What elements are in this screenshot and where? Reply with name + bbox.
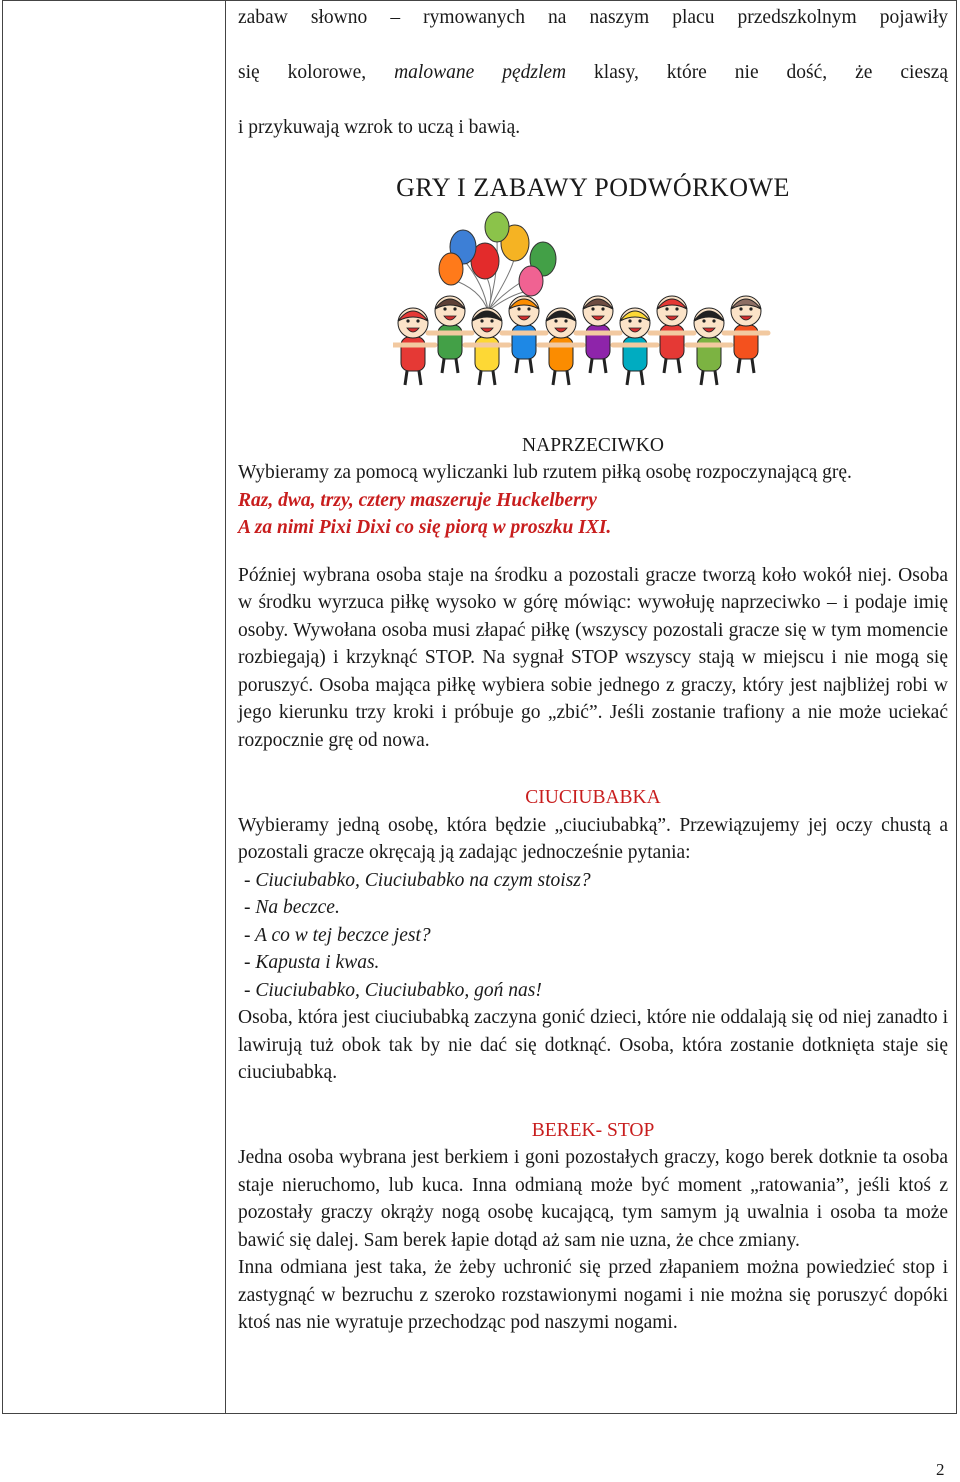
naprzeciwko-text-2: Później wybrana osoba staje na środku a pozostali gracze tworzą koło wokół niej. Osoba w środku wyrzuca piłkę wysoko w górę mówiąc: wywołuję naprzeciwko – i podaje imię osoby. Wywołana osoba musi złapać piłkę (wszyscy pozostali gracze się w tym momencie rozbiegają) i krzyknąć STOP. Na sygnał STOP wszyscy stają w miejscu i nie mogą się poruszyć. Osoba mająca piłkę wybiera sobie jednego z graczy, który jest najbliżej robi w jego kierunku trzy kroki i próbuje go „zbić”. Jeśli zostanie trafiony a nie może uciekać rozpocznie grę od nowa.	[238, 564, 948, 751]
document-content	[238, 4, 948, 1337]
child-figure	[465, 308, 509, 385]
child-figure	[428, 296, 472, 373]
child-figure	[613, 308, 657, 385]
ciuciubabka-text-2: Osoba, która jest ciuciubabką zaczyna gonić dzieci, które nie oddalają się od niej zanadto i lawirują tuż obok tak by nie dać się dotknąć. Osoba, która zostanie dotknięta staje się ciuciubabką.	[238, 1007, 948, 1083]
left-empty-column	[3, 1, 226, 1413]
naprzeciwko-rhyme-1: Raz, dwa, trzy, cztery maszeruje Huckelberry	[238, 489, 597, 511]
ciuciubabka-title: CIUCIUBABKA	[525, 787, 661, 808]
naprzeciwko-text-1: Wybieramy za pomocą wyliczanki lub rzutem piłką osobę rozpoczynającą grę.	[238, 462, 852, 483]
naprzeciwko-rhyme-2: A za nimi Pixi Dixi co się piorą w proszku IXI.	[238, 517, 612, 538]
ciuciubabka-text-1: Wybieramy jedną osobę, która będzie „ciuciubabką”. Przewiązujemy jej oczy chustą a pozostali gracze okręcają ją zadając jednocześnie pytania:	[238, 814, 948, 863]
intro-line-2: się kolorowe, malowane pędzlem klasy, które nie dość, że cieszą	[238, 62, 949, 83]
berek-text-1: Jedna osoba wybrana jest berkiem i goni pozostałych graczy, kogo berek dotknie ta osoba staje nieruchomo, lub kuca. Inna odmianą może być moment „ratowania”, jeśli ktoś z pozostały graczy okrąży nogą osobę kucającą, tym samym ją uwalnia i osoba ta może bawić się dalej. Sam berek łapie dotąd aż sam nie uzna, że chce zmiany.	[238, 1147, 948, 1251]
balloon	[519, 266, 543, 296]
balloon	[439, 253, 463, 285]
dialog-line: - A co w tej beczce jest?	[244, 924, 431, 946]
dialog-line: - Ciuciubabko, Ciuciubabko na czym stoisz?	[244, 869, 591, 891]
intro-italic: malowane pędzlem	[394, 62, 567, 83]
dialog-line: - Na beczce.	[244, 897, 340, 918]
dialog-line: - Kapusta i kwas.	[244, 952, 380, 973]
intro-line-3: i przykuwają wzrok to uczą i bawią.	[238, 117, 521, 138]
ciuciubabka-dialog	[238, 867, 948, 1005]
naprzeciwko-title: NAPRZECIWKO	[522, 434, 664, 456]
dialog-line: - Ciuciubabko, Ciuciubabko, goń nas!	[244, 979, 542, 1001]
children-with-balloons-illustration	[393, 211, 793, 406]
child-figure	[502, 296, 546, 373]
page-number: 2	[936, 1460, 945, 1479]
berek-title: BEREK- STOP	[531, 1119, 655, 1141]
child-figure	[576, 296, 620, 373]
balloon	[485, 212, 509, 242]
child-figure	[650, 296, 694, 373]
berek-text-2: Inna odmiana jest taka, że żeby uchronić się przed złapaniem można powiedzieć stop i zastygnąć w bezruchu z szeroko rozstawionymi nogami i nie można się poruszyć dopóki ktoś nas nie wyratuje przechodząc pod naszymi nogami.	[238, 1257, 948, 1333]
child-figure	[724, 296, 768, 373]
section-title: GRY I ZABAWY PODWÓRKOWE	[396, 172, 790, 202]
child-figure	[687, 308, 731, 385]
child-figure	[539, 308, 583, 385]
child-figure	[393, 308, 435, 385]
intro-line-1: zabaw słowno – rymowanych na naszym placu przedszkolnym pojawiły	[238, 7, 948, 28]
